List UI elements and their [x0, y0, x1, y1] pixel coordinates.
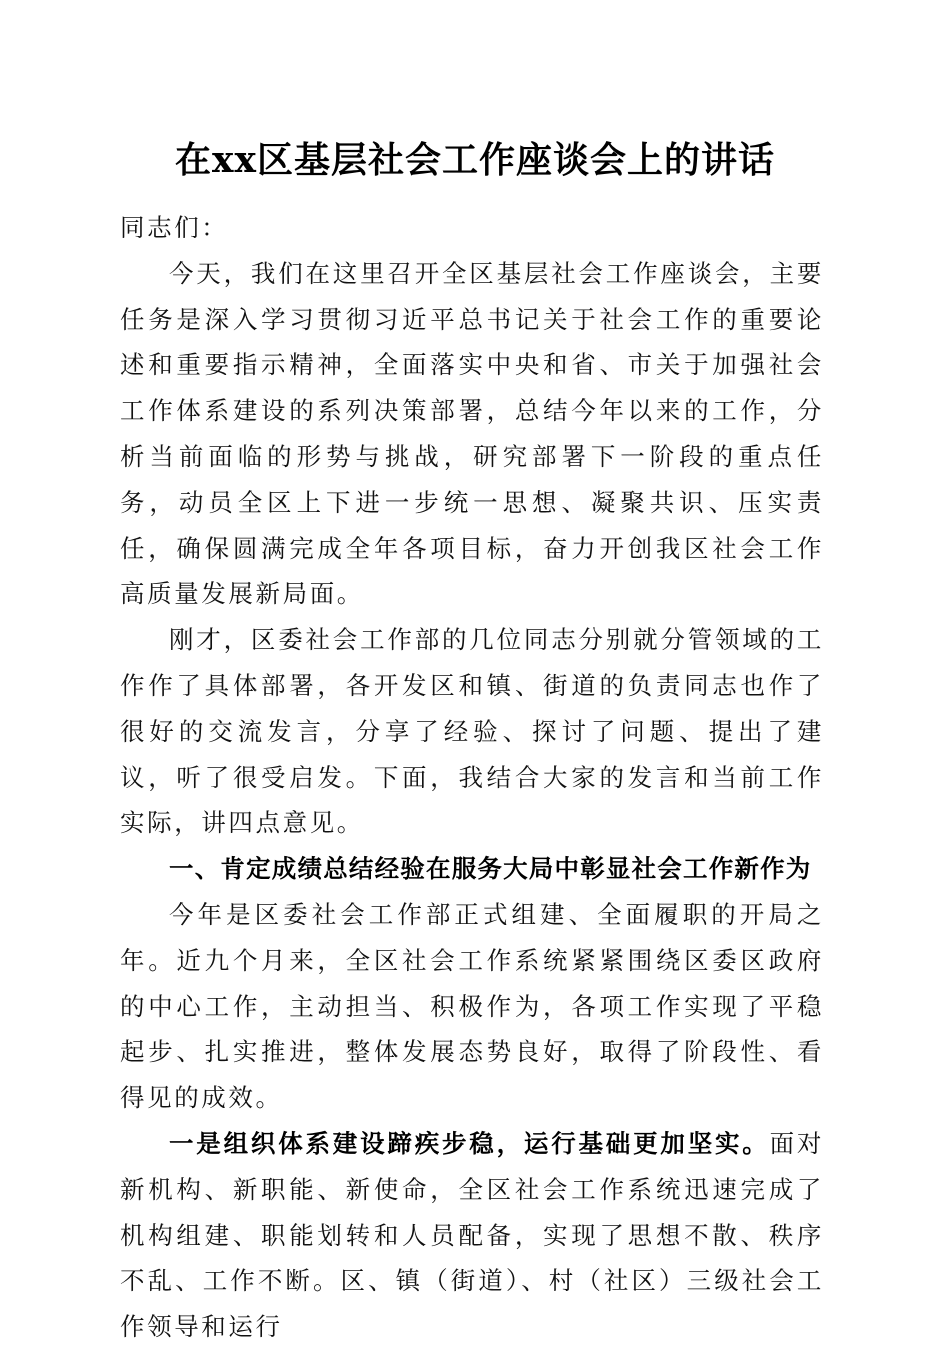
body-paragraph: 今天，我们在这里召开全区基层社会工作座谈会，主要任务是深入学习贯彻习近平总书记关于社会工作的重要论述和重要指示精神，全面落实中央和省、市关于加强社会工作体系建设的系列决策部署，总结今年以来的工作，分析当前面临的形势与挑战，研究部署下一阶段的重点任务，动员全区上下进一步统一思想、凝聚共识、压实责任，确保圆满完成全年各项目标，奋力开创我区社会工作高质量发展新局面。	[120, 258, 824, 609]
document-body	[120, 205, 824, 1350]
section-heading: 一、肯定成绩总结经验在服务大局中彰显社会工作新作为	[169, 854, 812, 884]
salutation: 同志们：	[120, 213, 229, 242]
document-title: 在xx区基层社会工作座谈会上的讲话	[175, 139, 775, 181]
point-lead-sentence: 一是组织体系建设蹄疾步稳，运行基础更加坚实。	[169, 1128, 770, 1158]
section-intro-paragraph: 今年是区委社会工作部正式组建、全面履职的开局之年。近九个月来，全区社会工作系统紧紧围绕区委区政府的中心工作，主动担当、积极作为，各项工作实现了平稳起步、扎实推进，整体发展态势良好，取得了阶段性、看得见的成效。	[120, 899, 824, 1113]
body-paragraph: 刚才，区委社会工作部的几位同志分别就分管领域的工作作了具体部署，各开发区和镇、街道的负责同志也作了很好的交流发言，分享了经验、探讨了问题、提出了建议，听了很受启发。下面，我结合大家的发言和当前工作实际，讲四点意见。	[120, 625, 824, 838]
point-paragraph	[120, 1121, 824, 1350]
point-body-text: 面对新机构、新职能、新使命，全区社会工作系统迅速完成了机构组建、职能划转和人员配备，实现了思想不散、秩序不乱、工作不断。区、镇（街道）、村（社区）三级社会工作领导和运行	[120, 1128, 824, 1342]
